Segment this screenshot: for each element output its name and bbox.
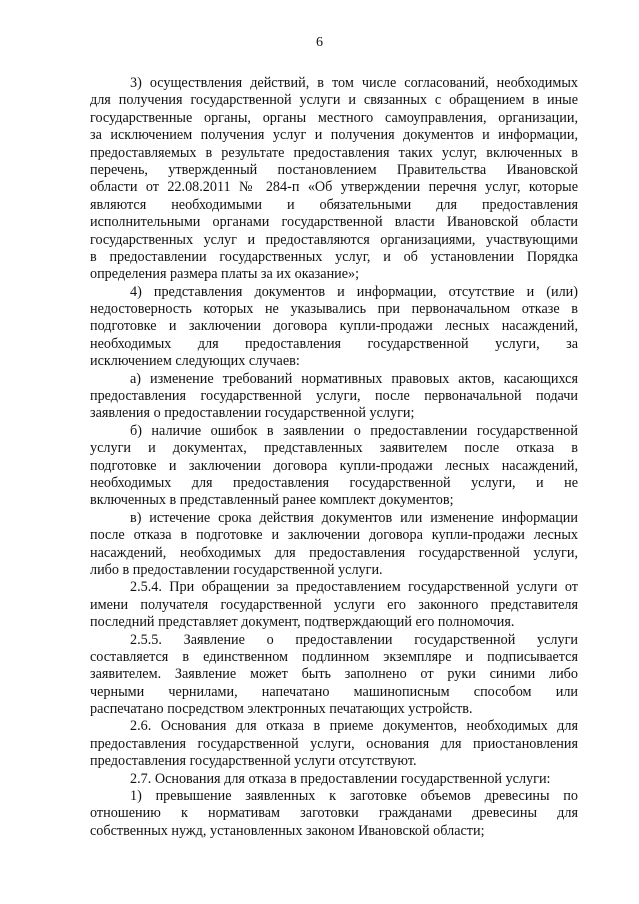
paragraph — [90, 788, 578, 840]
paragraph — [90, 423, 578, 510]
text-line: исполнительными органами государственной власти Ивановской области — [90, 214, 578, 231]
paragraph — [90, 75, 578, 284]
text-line: заявления о предоставлении государственной услуги; — [90, 405, 415, 422]
text-line: подготовке и заключении договора купли-продажи лесных насаждений, — [90, 318, 578, 335]
text-line: в) истечение срока действия документов или изменение информации — [130, 509, 578, 526]
text-line: черными чернилами, напечатано машинописным способом или — [90, 683, 578, 700]
text-line: заявителем. Заявление может быть заполнено от руки синими либо — [90, 666, 578, 683]
text-line: недостоверность которых не указывались при первоначальном отказе в — [90, 301, 578, 318]
text-line: а) изменение требований нормативных правовых актов, касающихся — [130, 370, 578, 387]
text-line: предоставления государственной услуги, основания для приостановления — [90, 735, 578, 752]
text-line: в предоставлении государственных услуг, и об установлении Порядка — [90, 248, 578, 265]
text-line: 4) представления документов и информации, отсутствие и (или) — [130, 283, 578, 300]
text-line: государственных услуг и предоставляются организациями, участвующими — [90, 231, 578, 248]
paragraph — [90, 718, 578, 770]
page-number: 6 — [316, 35, 323, 50]
text-line: 3) осуществления действий, в том числе согласований, необходимых — [130, 75, 578, 91]
text-line: отношению к нормативам заготовки гражданами древесины для — [90, 805, 578, 822]
text-line: насаждений, необходимых для предоставления государственной услуги, — [90, 544, 578, 561]
document-body — [90, 75, 578, 840]
text-line: 2.5.5. Заявление о предоставлении государственной услуги — [130, 631, 578, 648]
text-line: либо в предоставлении государственной услуги. — [90, 561, 383, 578]
text-line: распечатано посредством электронных печатающих устройств. — [90, 701, 473, 718]
text-line: 2.7. Основания для отказа в предоставлении государственной услуги: — [130, 770, 551, 787]
text-line: 1) превышение заявленных к заготовке объемов древесины по — [130, 788, 578, 805]
text-line: 2.6. Основания для отказа в приеме документов, необходимых для — [130, 718, 578, 735]
text-line: необходимых для предоставления государственной услуги, и не — [90, 474, 578, 491]
paragraph — [90, 510, 578, 580]
text-line: перечень, утвержденный постановлением Правительства Ивановской — [90, 161, 578, 178]
text-line: государственные органы, органы местного самоуправления, организации, — [90, 109, 578, 126]
text-line: предоставления государственной услуги отсутствуют. — [90, 753, 417, 770]
paragraph — [90, 771, 578, 788]
text-line: определения размера платы за их оказание»; — [90, 266, 360, 283]
text-line: предоставления государственной услуги, после первоначальной подачи — [90, 388, 578, 405]
text-line: предоставляемых в результате предоставления таких услуг, включенных в — [90, 144, 578, 161]
paragraph — [90, 579, 578, 631]
text-line: услуги и документах, представленных заявителем после отказа в — [90, 440, 578, 457]
text-line: после отказа в подготовке и заключении договора купли-продажи лесных — [90, 527, 578, 544]
text-line: для получения государственной услуги и связанных с обращением в иные — [90, 92, 578, 109]
text-line: необходимых для предоставления государственной услуги, за — [90, 335, 578, 352]
text-line: области от 22.08.2011 № 284-п «Об утверждении перечня услуг, которые — [90, 179, 578, 196]
text-line: 2.5.4. При обращении за предоставлением государственной услуги от — [130, 579, 578, 596]
text-line: б) наличие ошибок в заявлении о предоставлении государственной — [130, 422, 578, 439]
text-line: последний представляет документ, подтверждающий его полномочия. — [90, 614, 515, 631]
paragraph — [90, 371, 578, 423]
text-line: собственных нужд, установленных законом Ивановской области; — [90, 822, 485, 839]
text-line: имени получателя государственной услуги его законного представителя — [90, 596, 578, 613]
paragraph — [90, 284, 578, 371]
paragraph — [90, 632, 578, 719]
text-line: составляется в единственном подлинном экземпляре и подписывается — [90, 648, 578, 665]
text-line: включенных в представленный ранее комплект документов; — [90, 492, 454, 509]
text-line: за исключением получения услуг и получения документов и информации, — [90, 127, 578, 144]
text-line: подготовке и заключении договора купли-продажи лесных насаждений, — [90, 457, 578, 474]
text-line: исключением следующих случаев: — [90, 353, 300, 370]
text-line: являются необходимыми и обязательными для предоставления — [90, 196, 578, 213]
